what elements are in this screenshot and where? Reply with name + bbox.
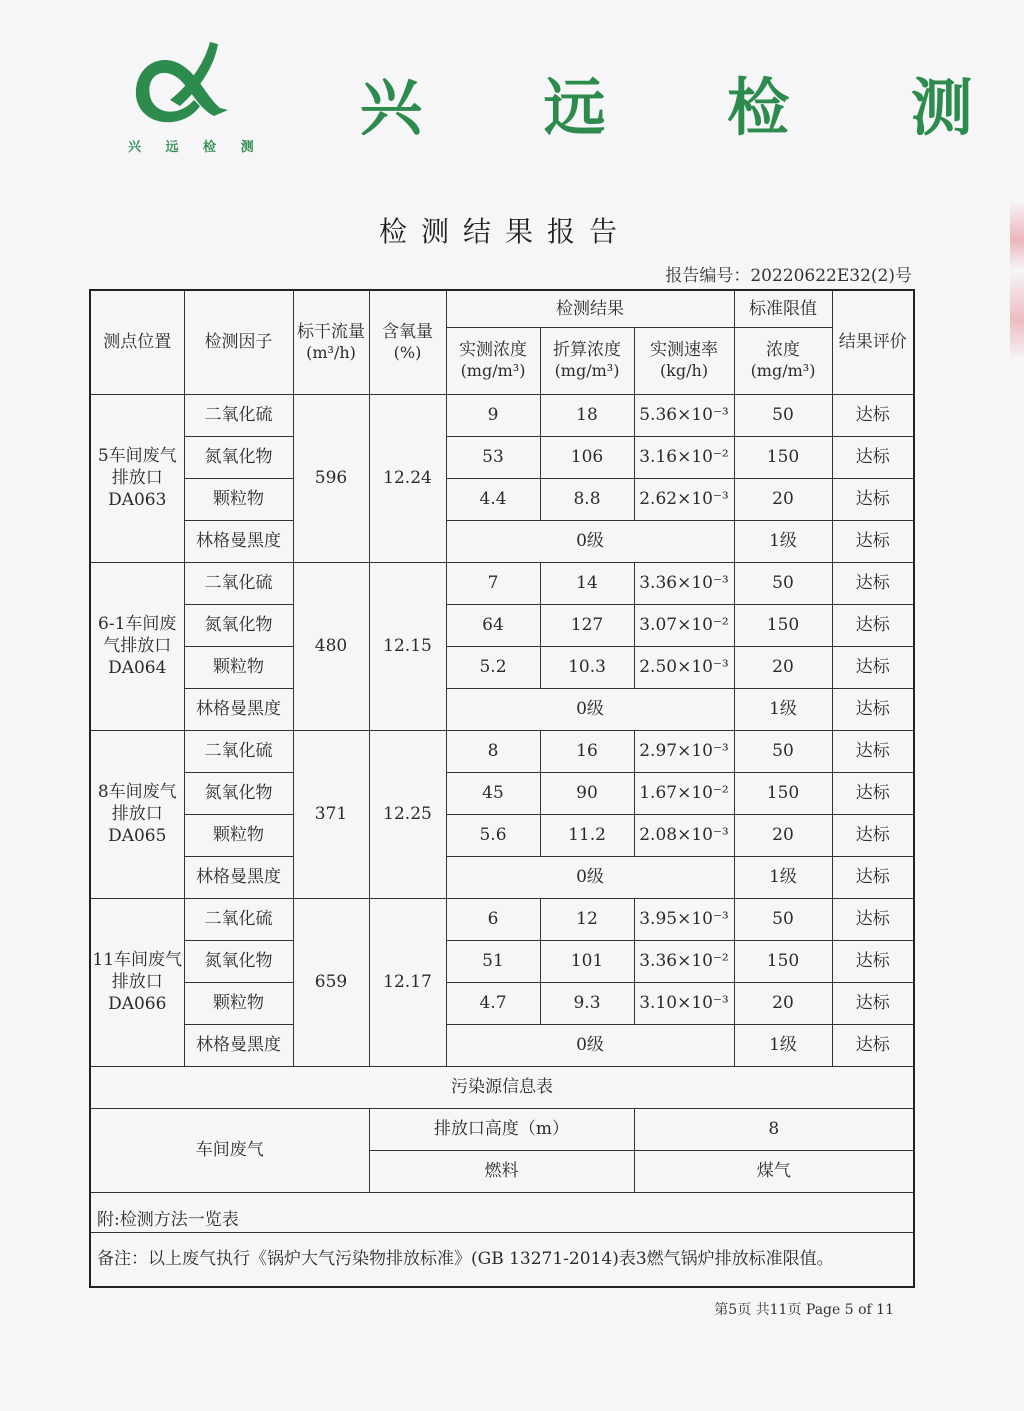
location-cell: 8车间废气排放口DA065 [90,730,184,898]
factor-cell: 颗粒物 [184,478,293,520]
ringelmann-value-cell: 0级 [446,856,734,898]
converted-conc-cell: 12 [540,898,634,940]
rate-cell: 2.97×10⁻³ [634,730,734,772]
result-cell: 达标 [832,1024,914,1066]
converted-conc-cell: 14 [540,562,634,604]
header-factor: 检测因子 [184,290,293,394]
limit-cell: 1级 [734,520,832,562]
table-row [90,436,914,478]
oxygen-cell: 12.17 [369,898,446,1066]
converted-conc-cell: 10.3 [540,646,634,688]
rate-cell: 2.62×10⁻³ [634,478,734,520]
result-cell: 达标 [832,646,914,688]
converted-conc-cell: 106 [540,436,634,478]
limit-cell: 50 [734,394,832,436]
logo-caption: 兴 远 检 测 [128,140,264,155]
limit-cell: 150 [734,772,832,814]
table-row [90,646,914,688]
flow-cell: 480 [293,562,369,730]
header-limit: 标准限值 [734,290,832,327]
ringelmann-value-cell: 0级 [446,520,734,562]
table-row [90,394,914,436]
result-cell: 达标 [832,478,914,520]
actual-conc-cell: 51 [446,940,540,982]
factor-cell: 颗粒物 [184,982,293,1024]
limit-cell: 20 [734,982,832,1024]
factor-cell: 林格曼黑度 [184,688,293,730]
oxygen-cell: 12.24 [369,394,446,562]
table-row [90,730,914,772]
table-row [90,940,914,982]
converted-conc-cell: 8.8 [540,478,634,520]
result-cell: 达标 [832,982,914,1024]
result-cell: 达标 [832,604,914,646]
table-row [90,772,914,814]
result-cell: 达标 [832,940,914,982]
oxygen-cell: 12.15 [369,562,446,730]
actual-conc-cell: 4.4 [446,478,540,520]
header-limit-conc: 浓度 (mg/m³) [734,327,832,394]
limit-cell: 1级 [734,1024,832,1066]
limit-cell: 50 [734,562,832,604]
result-cell: 达标 [832,394,914,436]
limit-cell: 50 [734,898,832,940]
outlet-height-value: 8 [634,1108,914,1150]
factor-cell: 林格曼黑度 [184,856,293,898]
page-title: 检测结果报告 [378,215,631,248]
actual-conc-cell: 7 [446,562,540,604]
location-cell: 5车间废气排放口DA063 [90,394,184,562]
result-cell: 达标 [832,436,914,478]
actual-conc-cell: 9 [446,394,540,436]
rate-cell: 3.36×10⁻² [634,940,734,982]
limit-cell: 50 [734,730,832,772]
converted-conc-cell: 127 [540,604,634,646]
converted-conc-cell: 101 [540,940,634,982]
table-row [90,814,914,856]
rate-cell: 3.10×10⁻³ [634,982,734,1024]
converted-conc-cell: 90 [540,772,634,814]
header-location: 测点位置 [90,290,184,394]
factor-cell: 二氧化硫 [184,394,293,436]
result-cell: 达标 [832,856,914,898]
outlet-height-label: 排放口高度（m） [369,1108,634,1150]
result-cell: 达标 [832,520,914,562]
table-row [90,688,914,730]
table-row [90,982,914,1024]
appendix-note: 附:检测方法一览表 [90,1192,914,1232]
actual-conc-cell: 8 [446,730,540,772]
pollution-source-type: 车间废气 [90,1108,369,1192]
rate-cell: 3.95×10⁻³ [634,898,734,940]
table-row [90,856,914,898]
result-cell: 达标 [832,562,914,604]
actual-conc-cell: 45 [446,772,540,814]
pollution-source-title: 污染源信息表 [90,1066,914,1108]
actual-conc-cell: 5.6 [446,814,540,856]
factor-cell: 二氧化硫 [184,562,293,604]
factor-cell: 颗粒物 [184,646,293,688]
table-row [90,478,914,520]
header-oxygen: 含氧量 (%) [369,290,446,394]
result-cell: 达标 [832,688,914,730]
factor-cell: 林格曼黑度 [184,1024,293,1066]
location-cell: 11车间废气排放口DA066 [90,898,184,1066]
limit-cell: 1级 [734,856,832,898]
result-cell: 达标 [832,814,914,856]
rate-cell: 3.07×10⁻² [634,604,734,646]
header-evaluation: 结果评价 [832,290,914,394]
table-row [90,1024,914,1066]
flow-cell: 596 [293,394,369,562]
result-cell: 达标 [832,730,914,772]
factor-cell: 氮氧化物 [184,604,293,646]
factor-cell: 氮氧化物 [184,940,293,982]
header-results: 检测结果 [446,290,734,327]
header-actual-conc: 实测浓度 (mg/m³) [446,327,540,394]
result-cell: 达标 [832,898,914,940]
fuel-label: 燃料 [369,1150,634,1192]
converted-conc-cell: 11.2 [540,814,634,856]
fuel-value: 煤气 [634,1150,914,1192]
limit-cell: 150 [734,436,832,478]
flow-cell: 371 [293,730,369,898]
page-footer: 第5页 共11页 Page 5 of 11 [714,1302,894,1318]
table-row [90,604,914,646]
ringelmann-value-cell: 0级 [446,688,734,730]
remark-note: 备注：以上废气执行《锅炉大气污染物排放标准》(GB 13271-2014)表3燃气锅炉排放标准限值。 [90,1232,914,1287]
limit-cell: 150 [734,940,832,982]
rate-cell: 5.36×10⁻³ [634,394,734,436]
table-row [90,898,914,940]
location-cell: 6-1车间废气排放口DA064 [90,562,184,730]
rate-cell: 3.16×10⁻² [634,436,734,478]
results-table [89,289,915,1288]
limit-cell: 20 [734,478,832,520]
limit-cell: 1级 [734,688,832,730]
converted-conc-cell: 18 [540,394,634,436]
seal-stamp-edge [1010,200,1024,400]
oxygen-cell: 12.25 [369,730,446,898]
rate-cell: 3.36×10⁻³ [634,562,734,604]
table-row [90,562,914,604]
actual-conc-cell: 6 [446,898,540,940]
header-flow: 标干流量 (m³/h) [293,290,369,394]
rate-cell: 1.67×10⁻² [634,772,734,814]
factor-cell: 颗粒物 [184,814,293,856]
header-converted-conc: 折算浓度 (mg/m³) [540,327,634,394]
actual-conc-cell: 64 [446,604,540,646]
converted-conc-cell: 16 [540,730,634,772]
factor-cell: 二氧化硫 [184,898,293,940]
header-rate: 实测速率 (kg/h) [634,327,734,394]
rate-cell: 2.08×10⁻³ [634,814,734,856]
limit-cell: 150 [734,604,832,646]
actual-conc-cell: 5.2 [446,646,540,688]
actual-conc-cell: 4.7 [446,982,540,1024]
table-row [90,520,914,562]
flow-cell: 659 [293,898,369,1066]
factor-cell: 二氧化硫 [184,730,293,772]
report-number: 报告编号：20220622E32(2)号 [665,266,912,286]
limit-cell: 20 [734,814,832,856]
factor-cell: 林格曼黑度 [184,520,293,562]
brand-name: 兴 远 检 测 [360,71,1023,144]
limit-cell: 20 [734,646,832,688]
converted-conc-cell: 9.3 [540,982,634,1024]
rate-cell: 2.50×10⁻³ [634,646,734,688]
result-cell: 达标 [832,772,914,814]
factor-cell: 氮氧化物 [184,436,293,478]
actual-conc-cell: 53 [446,436,540,478]
factor-cell: 氮氧化物 [184,772,293,814]
ringelmann-value-cell: 0级 [446,1024,734,1066]
